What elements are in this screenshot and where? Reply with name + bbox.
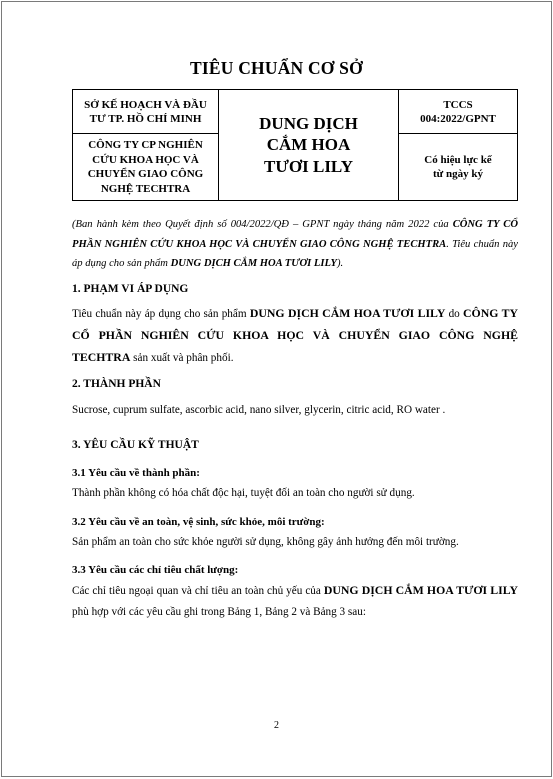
standard-code-line: TCCS [443, 98, 473, 111]
section-3-3-heading: 3.3 Yêu cầu các chỉ tiêu chất lượng: [72, 564, 239, 576]
intro-paragraph [72, 215, 518, 274]
section-3-2-paragraph: Sản phẩm an toàn cho sức khỏe người sử dụng, không gây ảnh hưởng đến môi trường. [72, 536, 459, 548]
section-1-company-name: CÔNG TY CỔ PHẦN NGHIÊN CỨU KHOA HỌC VÀ CHUYỂN GIAO CÔNG NGHỆ TECHTRA [72, 306, 518, 364]
page-number: 2 [274, 720, 279, 731]
section-3-3-text: Các chỉ tiêu ngoại quan và chỉ tiêu an toàn chủ yếu của [72, 585, 324, 597]
section-3-1-heading: 3.1 Yêu cầu về thành phần: [72, 467, 200, 479]
document-page [1, 1, 552, 777]
section-1-heading: 1. PHẠM VI ÁP DỤNG [72, 283, 189, 295]
intro-product-name: DUNG DỊCH CẮM HOA TƯƠI LILY [170, 258, 338, 269]
section-1-product-name: DUNG DỊCH CẮM HOA TƯƠI LILY [249, 306, 446, 320]
company-name-line: CỨU KHOA HỌC VÀ [92, 153, 199, 166]
header-right-column [399, 90, 517, 200]
product-name-line: DUNG DỊCH [259, 113, 358, 133]
issuing-department-cell [73, 90, 218, 134]
section-3-1-paragraph: Thành phần không có hóa chất độc hại, tuyệt đối an toàn cho người sử dụng. [72, 487, 415, 499]
section-3-3-product-name: DUNG DỊCH CẮM HOA TƯƠI LILY [323, 583, 518, 597]
section-3-heading: 3. YÊU CẦU KỸ THUẬT [72, 439, 199, 451]
standard-code-line: 004:2022/GPNT [420, 112, 496, 125]
issuing-department-line: SỞ KẾ HOẠCH VÀ ĐẦU [84, 98, 207, 111]
product-name-line: TƯƠI LILY [264, 156, 353, 176]
company-name-line: NGHỆ TECHTRA [100, 182, 191, 195]
company-name-cell [73, 134, 218, 200]
section-1-text: Tiêu chuẩn này áp dụng cho sản phẩm [72, 308, 250, 320]
company-name-line: CHUYỂN GIAO CÔNG [87, 168, 204, 180]
product-name-line: CẮM HOA [266, 135, 351, 155]
effective-date-cell [399, 134, 517, 200]
section-1-paragraph [72, 303, 518, 369]
intro-text: ). [337, 258, 344, 269]
header-left-column [73, 90, 219, 200]
header-table [72, 89, 518, 201]
company-name-line: CÔNG TY CP NGHIÊN [88, 139, 203, 151]
section-3-2-heading: 3.2 Yêu cầu về an toàn, vệ sinh, sức khỏe, môi trường: [72, 516, 325, 528]
standard-code-cell [399, 90, 517, 134]
section-3-3-paragraph [72, 580, 518, 623]
intro-company-name: CÔNG TY CỔ PHẦN NGHIÊN CỨU KHOA HỌC VÀ CHUYỂN GIAO CÔNG NGHỆ TECHTRA [72, 219, 518, 250]
intro-text: . Tiêu chuẩn này áp dụng cho sản phẩm [72, 238, 518, 269]
effective-date-line: Có hiệu lực kể [424, 153, 492, 166]
document-title: TIÊU CHUẨN CƠ SỞ [190, 58, 363, 78]
effective-date-line: từ ngày ký [433, 168, 483, 180]
section-2-paragraph: Sucrose, cuprum sulfate, ascorbic acid, nano silver, glycerin, citric acid, RO water . [72, 404, 446, 416]
product-name-cell [219, 90, 399, 200]
section-1-text: do [445, 308, 464, 320]
section-3-3-text: phù hợp với các yêu cầu ghi trong Bảng 1, Bảng 2 và Bảng 3 sau: [72, 606, 366, 618]
section-1-text: sản xuất và phân phối. [130, 352, 234, 364]
issuing-department-line: TƯ TP. HỒ CHÍ MINH [89, 112, 202, 125]
intro-text: (Ban hành kèm theo Quyết định số 004/2022/QĐ – GPNT ngày tháng năm 2022 của [72, 219, 453, 230]
section-2-heading: 2. THÀNH PHẦN [72, 378, 161, 390]
